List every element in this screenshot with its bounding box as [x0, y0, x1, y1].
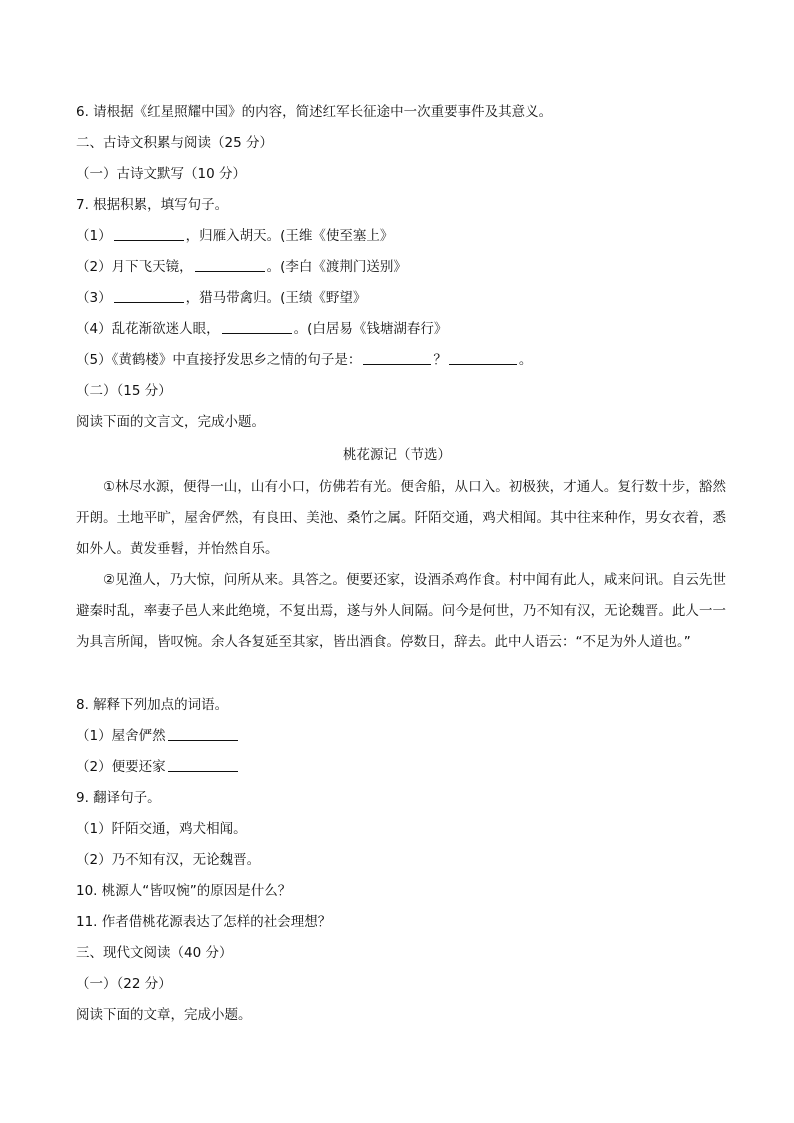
question-7-item-5: [76, 350, 532, 370]
answer-blank[interactable]: [449, 350, 517, 365]
item-punct: ？: [433, 352, 447, 368]
question-7-item-1: [76, 226, 393, 246]
item-source: 。(李白《渡荆门送别》: [266, 259, 407, 275]
question-10: 10. 桃源人“皆叹惋”的原因是什么？: [76, 883, 292, 899]
question-11: 11. 作者借桃花源表达了怎样的社会理想？: [76, 914, 332, 930]
item-source: 。(白居易《钱塘湖春行》: [293, 321, 448, 337]
item-text: ，归雁入胡天。(王维《使至塞上》: [185, 228, 394, 244]
item-text: （4）乱花渐欲迷人眼，: [76, 321, 220, 337]
answer-blank[interactable]: [363, 350, 431, 365]
section-3-heading: 三、现代文阅读（40 分）: [76, 945, 233, 961]
reading-instruction: 阅读下面的文言文，完成小题。: [76, 414, 265, 430]
item-prefix: （1）: [76, 228, 112, 244]
answer-blank[interactable]: [168, 757, 238, 772]
question-8-item-2: [76, 757, 240, 777]
subsection-1-heading: （一）古诗文默写（10 分）: [76, 166, 246, 182]
passage-title: 桃花源记（节选）: [343, 447, 451, 463]
question-8-item-1: [76, 726, 240, 746]
item-text: （5）《黄鹤楼》中直接抒发思乡之情的句子是：: [76, 352, 362, 368]
subsection-3-heading: （一）（22 分）: [76, 976, 172, 992]
answer-blank[interactable]: [222, 319, 292, 334]
answer-blank[interactable]: [114, 288, 184, 303]
subsection-2-heading: （二）（15 分）: [76, 383, 172, 399]
question-9-item-2: （2）乃不知有汉，无论魏晋。: [76, 852, 261, 868]
question-7: 7. 根据积累，填写句子。: [76, 197, 229, 213]
question-9: 9. 翻译句子。: [76, 790, 161, 806]
reading-instruction-2: 阅读下面的文章，完成小题。: [76, 1007, 252, 1023]
item-text: （2）月下飞天镜，: [76, 259, 193, 275]
passage-paragraph-1: ①林尽水源，便得一山，山有小口，仿佛若有光。便舍船，从口入。初极狭，才通人。复行数十步，豁然开朗。土地平旷，屋舍俨然，有良田、美池、桑竹之属。阡陌交通，鸡犬相闻。其中往来种作，男女衣着，悉如外人。黄发垂髫，并怡然自乐。: [76, 479, 726, 557]
question-7-item-3: [76, 288, 366, 308]
question-8: 8. 解释下列加点的词语。: [76, 697, 229, 713]
answer-blank[interactable]: [114, 226, 184, 241]
item-text: ，猎马带禽归。(王绩《野望》: [185, 290, 367, 306]
answer-blank[interactable]: [195, 257, 265, 272]
answer-blank[interactable]: [168, 726, 238, 741]
question-6: 6. 请根据《红星照耀中国》的内容，简述红军长征途中一次重要事件及其意义。: [76, 104, 553, 120]
question-7-item-2: [76, 257, 407, 277]
item-prefix: （3）: [76, 290, 112, 306]
item-text: （1）屋舍俨然: [76, 728, 166, 744]
passage-paragraph-2: ②见渔人，乃大惊，问所从来。具答之。便要还家，设酒杀鸡作食。村中闻有此人，咸来问讯。自云先世避秦时乱，率妻子邑人来此绝境，不复出焉，遂与外人间隔。问今是何世，乃不知有汉，无论魏晋。此人一一为具言所闻，皆叹惋。余人各复延至其家，皆出酒食。停数日，辞去。此中人语云：“不足为外人道也。”: [76, 572, 726, 650]
question-9-item-1: （1）阡陌交通，鸡犬相闻。: [76, 821, 247, 837]
section-2-heading: 二、古诗文积累与阅读（25 分）: [76, 135, 273, 151]
item-text: （2）便要还家: [76, 759, 166, 775]
question-7-item-4: [76, 319, 447, 339]
item-punct: 。: [518, 352, 533, 368]
